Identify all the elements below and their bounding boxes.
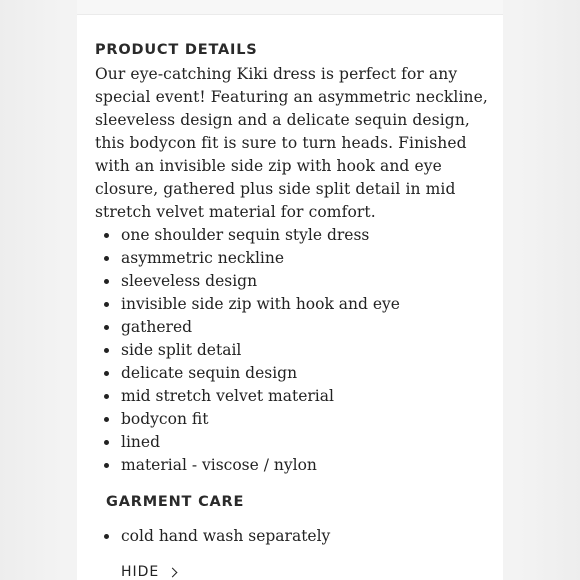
list-item-text: gathered bbox=[121, 318, 193, 336]
product-description: Our eye-catching Kiki dress is perfect for any special event! Featuring an asymmetric neckline, sleeveless design and a delicate sequin design, this bodycon fit is sure to turn heads. Finished with an invisible side zip with hook and eye closure, gathered plus side split detail in mid stretch velvet material for comfort. bbox=[95, 65, 488, 221]
list-item bbox=[95, 431, 495, 454]
list-item bbox=[95, 362, 495, 385]
bullet-icon bbox=[104, 256, 109, 261]
list-item-text: side split detail bbox=[121, 341, 242, 359]
product-details-heading: PRODUCT DETAILS bbox=[95, 42, 258, 58]
list-item bbox=[95, 316, 495, 339]
bullet-icon bbox=[104, 279, 109, 284]
list-item bbox=[95, 247, 495, 270]
list-item bbox=[95, 408, 495, 431]
list-item-text: mid stretch velvet material bbox=[121, 387, 334, 405]
list-item bbox=[95, 270, 495, 293]
hide-link-label: HIDE bbox=[121, 564, 160, 580]
list-item bbox=[95, 224, 495, 247]
list-item-text: material - viscose / nylon bbox=[121, 456, 317, 474]
bullet-icon bbox=[104, 394, 109, 399]
bullet-icon bbox=[104, 371, 109, 376]
list-item-text: bodycon fit bbox=[121, 410, 209, 428]
list-item-text: one shoulder sequin style dress bbox=[121, 226, 370, 244]
product-details-content bbox=[95, 40, 495, 580]
list-item-text: delicate sequin design bbox=[121, 364, 298, 382]
list-item-text: asymmetric neckline bbox=[121, 249, 285, 267]
product-details-card bbox=[77, 0, 503, 580]
bullet-icon bbox=[104, 233, 109, 238]
bullet-icon bbox=[104, 417, 109, 422]
garment-care-list bbox=[95, 525, 495, 548]
top-divider-strip bbox=[77, 0, 503, 15]
bullet-icon bbox=[104, 348, 109, 353]
list-item bbox=[95, 293, 495, 316]
list-item bbox=[95, 454, 495, 477]
bullet-icon bbox=[104, 302, 109, 307]
list-item-text: invisible side zip with hook and eye bbox=[121, 295, 400, 313]
bullet-icon bbox=[104, 325, 109, 330]
chevron-right-icon bbox=[168, 567, 178, 577]
bullet-icon bbox=[104, 440, 109, 445]
product-feature-list bbox=[95, 224, 495, 477]
list-item-text: sleeveless design bbox=[121, 272, 258, 290]
bullet-icon bbox=[104, 534, 109, 539]
list-item-text: cold hand wash separately bbox=[121, 527, 331, 545]
hide-details-link[interactable] bbox=[121, 564, 176, 580]
list-item-text: lined bbox=[121, 433, 160, 451]
bullet-icon bbox=[104, 463, 109, 468]
list-item bbox=[95, 385, 495, 408]
garment-care-heading: GARMENT CARE bbox=[106, 494, 245, 510]
list-item bbox=[95, 339, 495, 362]
list-item bbox=[95, 525, 495, 548]
